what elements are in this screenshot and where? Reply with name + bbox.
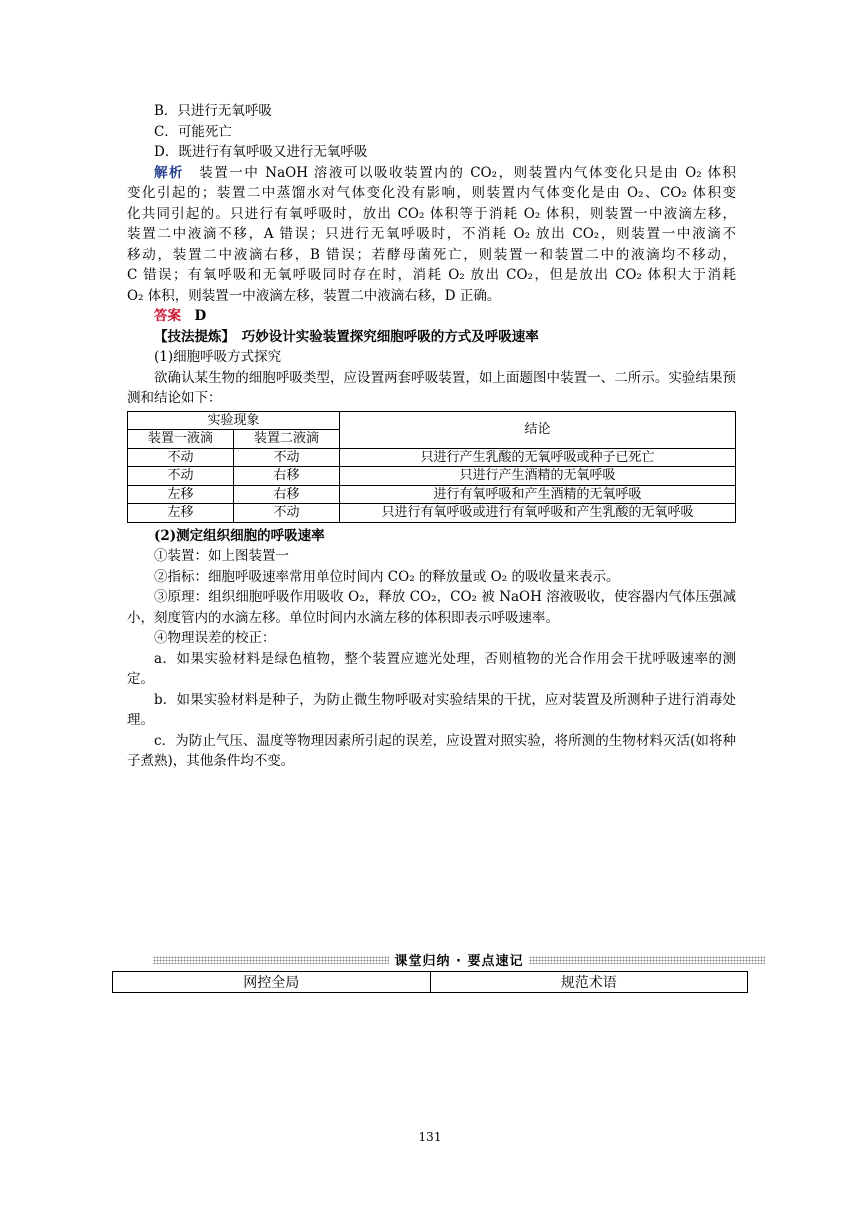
analysis-block: [127, 163, 736, 307]
option-d: D．既进行有氧呼吸又进行无氧呼吸: [154, 144, 368, 160]
analysis-label: 解析: [154, 164, 185, 181]
analysis-line-7: O₂ 体积，则装置一中液滴左移，装置二中液滴右移，D 正确。: [127, 287, 501, 304]
header-device2: 装置二液滴: [234, 430, 340, 449]
technique-sub2: (2)测定组织细胞的呼吸速率: [154, 527, 325, 544]
option-c: C．可能死亡: [154, 123, 232, 140]
analysis-line-2: 变化引起的；装置二中蒸馏水对气体变化没有影响，则装置内气体变化是由 O₂、CO₂ 体积变: [127, 185, 736, 201]
analysis-line-4: 装置二中液滴不移，A 错误；只进行无氧呼吸时，不消耗 O₂ 放出 CO₂，则装置一中液滴不: [127, 226, 736, 242]
technique-title: 【技法提炼】 巧妙设计实验装置探究细胞呼吸的方式及呼吸速率: [154, 328, 539, 345]
header-phenomenon: 实验现象: [128, 411, 340, 430]
correction-b: b．如果实验材料是种子，为防止微生物呼吸对实验结果的干扰，应对装置及所测种子进行消毒处理。: [127, 691, 736, 728]
page-number: 131: [418, 1130, 442, 1144]
header-device1: 装置一液滴: [128, 430, 234, 449]
correction-c: c．为防止气压、温度等物理因素所引起的误差，应设置对照实验，将所测的生物材料灭活(如将种子煮熟)，其他条件均不变。: [127, 732, 736, 769]
summary-col-right: 规范术语: [430, 972, 748, 993]
result-table: [127, 411, 736, 523]
correction-a: a．如果实验材料是绿色植物，整个装置应遮光处理，否则植物的光合作用会干扰呼吸速率的测定。: [127, 650, 736, 687]
option-b: B．只进行无氧呼吸: [154, 103, 272, 119]
answer-value: D: [194, 308, 207, 324]
analysis-line-6: C 错误；有氧呼吸和无氧呼吸同时存在时，消耗 O₂ 放出 CO₂，但是放出 CO₂ 体积大于消耗: [127, 267, 736, 283]
table-row: 不动 不动 只进行产生乳酸的无氧呼吸或种子已死亡: [128, 448, 736, 467]
analysis-line-1: 解析 装置一中 NaOH 溶液可以吸收装置内的 CO₂，则装置内气体变化只是由 O₂ 体积: [154, 164, 737, 181]
summary-table: [112, 971, 748, 993]
content: [127, 101, 736, 772]
table-row: 左移 右移 进行有氧呼吸和产生酒精的无氧呼吸: [128, 485, 736, 504]
table-row: 不动 右移 只进行产生酒精的无氧呼吸: [128, 467, 736, 486]
item-correction: ④物理误差的校正：: [154, 630, 276, 646]
answer-label: 答案: [154, 308, 181, 324]
analysis-line-5: 移动，装置二中液滴右移，B 错误；若酵母菌死亡，则装置一和装置二中的液滴均不移动，: [127, 246, 736, 263]
summary-col-left: 网控全局: [113, 972, 431, 993]
item-principle: ③原理：组织细胞呼吸作用吸收 O₂，释放 CO₂，CO₂ 被 NaOH 溶液吸收，使容器内气体压强减小，刻度管内的水滴左移。单位时间内水滴左移的体积即表示呼吸速率。: [127, 589, 736, 626]
table-row: 左移 不动 只进行有氧呼吸或进行有氧呼吸和产生乳酸的无氧呼吸: [128, 504, 736, 523]
dotted-rule-right: [529, 956, 765, 964]
dotted-rule-left: [153, 956, 389, 964]
analysis-line-3: 化共同引起的。只进行有氧呼吸时，放出 CO₂ 体积等于消耗 O₂ 体积，则装置一中液滴左移，: [127, 205, 736, 222]
summary-title: 课堂归纳 · 要点速记: [389, 950, 529, 969]
technique-sub1: (1)细胞呼吸方式探究: [154, 349, 282, 365]
item-device: ①装置：如上图装置一: [154, 548, 289, 564]
summary-banner: [153, 953, 765, 967]
header-conclusion: 结论: [340, 411, 736, 448]
answer: [127, 306, 736, 327]
item-indicator: ②指标：细胞呼吸速率常用单位时间内 CO₂ 的释放量或 O₂ 的吸收量来表示。: [154, 568, 620, 585]
technique-intro: 欲确认某生物的细胞呼吸类型，应设置两套呼吸装置，如上面题图中装置一、二所示。实验结果预测和结论如下：: [127, 369, 736, 406]
